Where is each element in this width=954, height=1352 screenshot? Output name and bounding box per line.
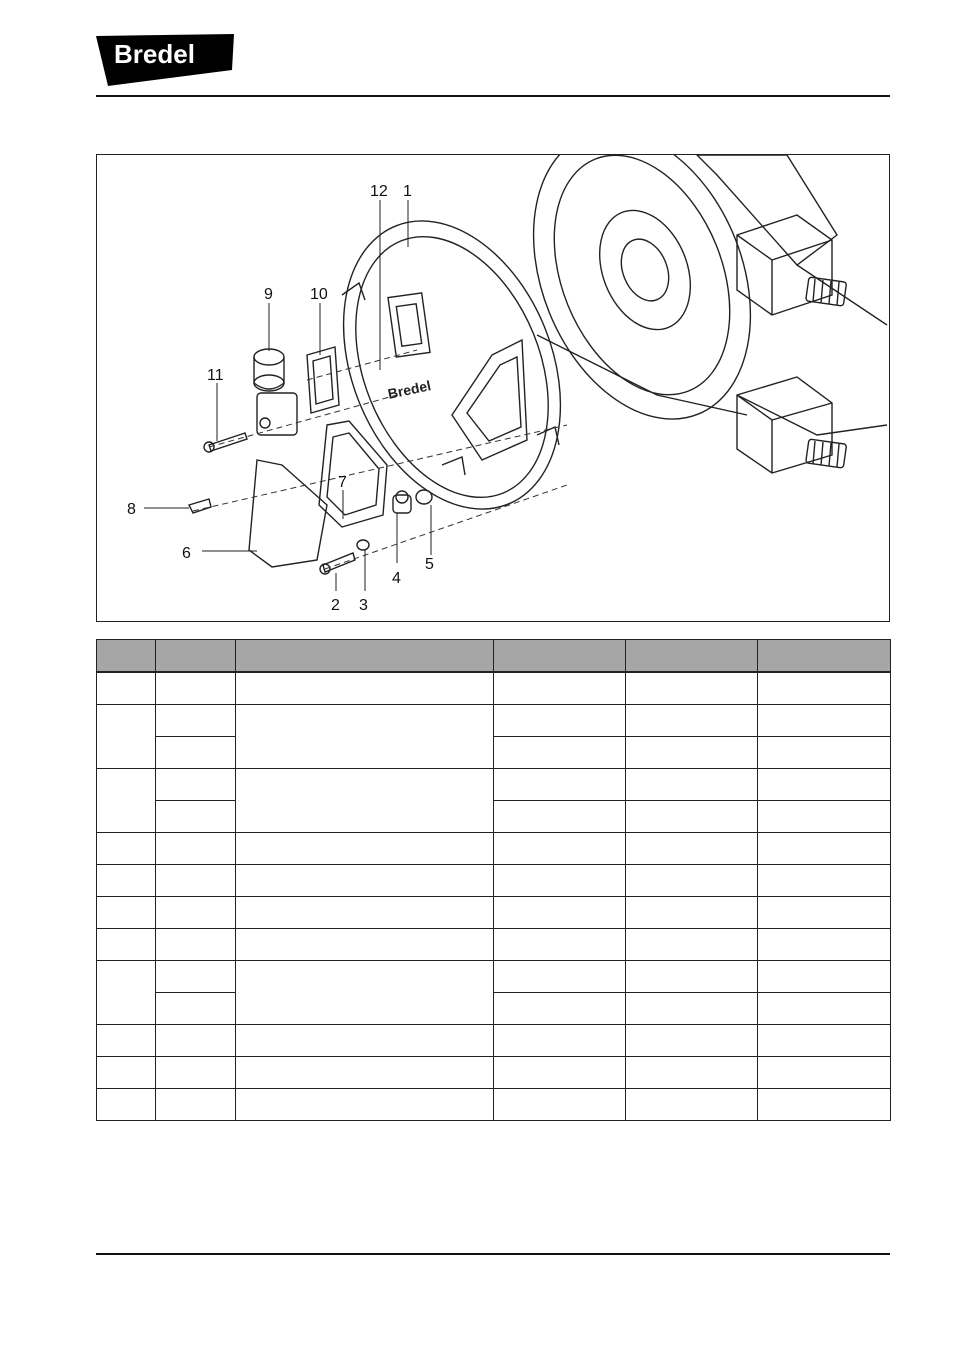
table-row: [97, 897, 891, 929]
table-row: [97, 833, 891, 865]
callout-11: 11: [207, 367, 224, 384]
bolt-11: [204, 433, 247, 452]
plug-4: [393, 491, 411, 513]
callout-4: 4: [392, 570, 401, 587]
screw-8: [189, 499, 211, 513]
table-row: [97, 737, 891, 769]
footer-rule: [96, 1253, 890, 1255]
washer-3: [357, 540, 369, 550]
exploded-view-figure: [96, 154, 890, 622]
table-row: [97, 1025, 891, 1057]
parts-table: [96, 639, 891, 1121]
callout-10: 10: [310, 286, 328, 303]
inspection-cover: [249, 460, 327, 567]
callout-7: 7: [338, 474, 347, 491]
table-row: [97, 961, 891, 993]
header-cell: [236, 640, 494, 673]
header-cell: [626, 640, 758, 673]
bredel-logo: [96, 32, 236, 88]
header-cell: [97, 640, 156, 673]
callout-3: 3: [359, 597, 368, 614]
table-row: [97, 1057, 891, 1089]
upper-bracket: [737, 215, 847, 315]
housing-lettering: Bredel: [386, 377, 433, 402]
logo-text: Bredel: [114, 39, 195, 69]
table-header-row: [97, 640, 891, 673]
callout-1: 1: [403, 183, 412, 200]
callout-6: 6: [182, 545, 191, 562]
bolt-2: [320, 553, 355, 574]
header-cell: [156, 640, 236, 673]
table-row: [97, 801, 891, 833]
table-row: [97, 1089, 891, 1121]
table-row: [97, 672, 891, 705]
callout-5: 5: [425, 556, 434, 573]
callout-9: 9: [264, 286, 273, 303]
table-row: [97, 705, 891, 737]
sight-glass-gasket: [307, 347, 339, 413]
callout-2: 2: [331, 597, 340, 614]
header-rule: [96, 95, 890, 97]
table-row: [97, 993, 891, 1025]
lower-bracket: [737, 377, 847, 473]
header-cell: [758, 640, 891, 673]
table-row: [97, 929, 891, 961]
pump-body-flange: [493, 155, 791, 452]
ring-5: [416, 490, 432, 504]
callout-8: 8: [127, 501, 136, 518]
table-row: [97, 769, 891, 801]
sight-glass: [254, 349, 297, 435]
header-cell: [494, 640, 626, 673]
callout-12: 12: [370, 183, 388, 200]
table-row: [97, 865, 891, 897]
